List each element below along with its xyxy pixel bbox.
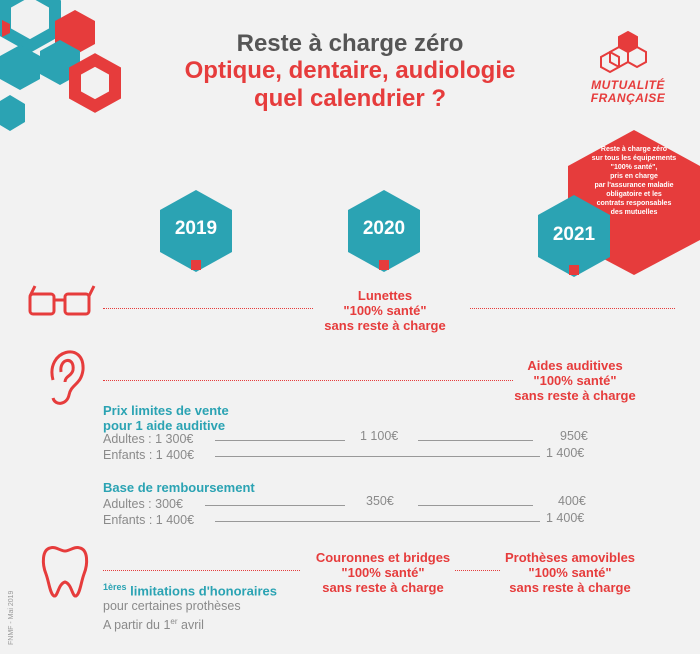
year-2021: 2021 <box>552 224 596 245</box>
tooth-icon <box>40 542 90 600</box>
audio-line1: Aides auditives <box>527 358 623 373</box>
base-title: Base de remboursement <box>103 480 255 495</box>
limitations-title <box>103 580 277 598</box>
optique-line1: Lunettes <box>357 288 413 303</box>
note-line: des mutuelles <box>610 209 658 216</box>
limitations-line3-a: A partir du 1 <box>103 618 171 633</box>
optique-line2: "100% santé" <box>343 303 427 318</box>
prix-adultes-2020: 1 100€ <box>360 429 399 443</box>
logo-line2: FRANÇAISE <box>590 91 666 105</box>
limitations-title-text: limitations d'honoraires <box>126 583 277 599</box>
limitations-sup: 1ères <box>103 582 127 592</box>
ear-icon <box>45 340 87 408</box>
title-line1: Reste à charge zéro <box>236 30 464 57</box>
prix-enfants-2021: 1 400€ <box>546 446 585 460</box>
prix-adultes-label: Adultes : 1 300€ <box>103 432 194 446</box>
base-enfants-line <box>215 521 540 522</box>
prix-enfants-line <box>215 456 540 457</box>
side-note: FNMF - Mai 2019 <box>8 590 15 645</box>
prix-adultes-2021: 950€ <box>560 429 588 443</box>
note-line: "100% santé", <box>610 164 658 171</box>
year-2020: 2020 <box>362 218 406 239</box>
protheses-line1: Prothèses amovibles <box>504 550 636 565</box>
prix-adultes-line2 <box>418 440 533 441</box>
limitations-line3-sup: er <box>170 617 178 626</box>
note-line: obligatoire et les <box>606 191 662 198</box>
title-line3-text: quel calendrier ? <box>253 85 447 112</box>
couronnes-line3: sans reste à charge <box>322 580 444 595</box>
base-enfants-2021: 1 400€ <box>546 511 585 525</box>
logo-hex-icon <box>578 28 678 74</box>
base-adultes-line1 <box>205 505 345 506</box>
prix-enfants-label: Enfants : 1 400€ <box>103 448 195 462</box>
base-adultes-2021: 400€ <box>558 494 586 508</box>
base-adultes-label: Adultes : 300€ <box>103 497 183 511</box>
dentaire-timeline-left <box>103 570 300 571</box>
base-adultes-2020: 350€ <box>366 494 394 508</box>
optique-line3: sans reste à charge <box>324 318 446 333</box>
glasses-icon <box>25 282 97 322</box>
audio-line2: "100% santé" <box>533 373 617 388</box>
prix-adultes-line1 <box>215 440 345 441</box>
logo-line1: MUTUALITÉ <box>591 78 665 92</box>
note-line: Reste à charge zéro <box>600 146 668 153</box>
note-line: pris en charge <box>610 173 658 180</box>
limitations-line2: pour certaines prothèses <box>103 599 241 613</box>
couronnes-line2: "100% santé" <box>341 565 425 580</box>
note-line: par l'assurance maladie <box>594 182 674 189</box>
title-line2-text: Optique, dentaire, audiologie <box>184 57 516 84</box>
limitations-line3-b: avril <box>177 618 204 633</box>
protheses-line2: "100% santé" <box>528 565 612 580</box>
base-adultes-line2 <box>418 505 533 506</box>
note-line: contrats responsables <box>596 200 672 207</box>
optique-timeline-right <box>470 308 675 309</box>
base-enfants-label: Enfants : 1 400€ <box>103 513 195 527</box>
couronnes-label <box>303 550 463 595</box>
couronnes-line1: Couronnes et bridges <box>315 550 451 565</box>
protheses-label <box>495 550 645 595</box>
limitations-line3 <box>103 614 204 633</box>
prix-title-line2: pour 1 aide auditive <box>103 418 226 433</box>
note-line: sur tous les équipements <box>591 155 677 162</box>
audio-label <box>500 358 650 403</box>
protheses-line3: sans reste à charge <box>509 580 631 595</box>
year-2019: 2019 <box>174 218 218 239</box>
optique-label <box>300 288 470 333</box>
audio-timeline <box>103 380 513 381</box>
mutualite-logo <box>578 28 678 105</box>
prix-title-line1: Prix limites de vente <box>103 403 229 418</box>
audio-line3: sans reste à charge <box>514 388 636 403</box>
prix-title <box>103 403 229 433</box>
optique-timeline-left <box>103 308 313 309</box>
